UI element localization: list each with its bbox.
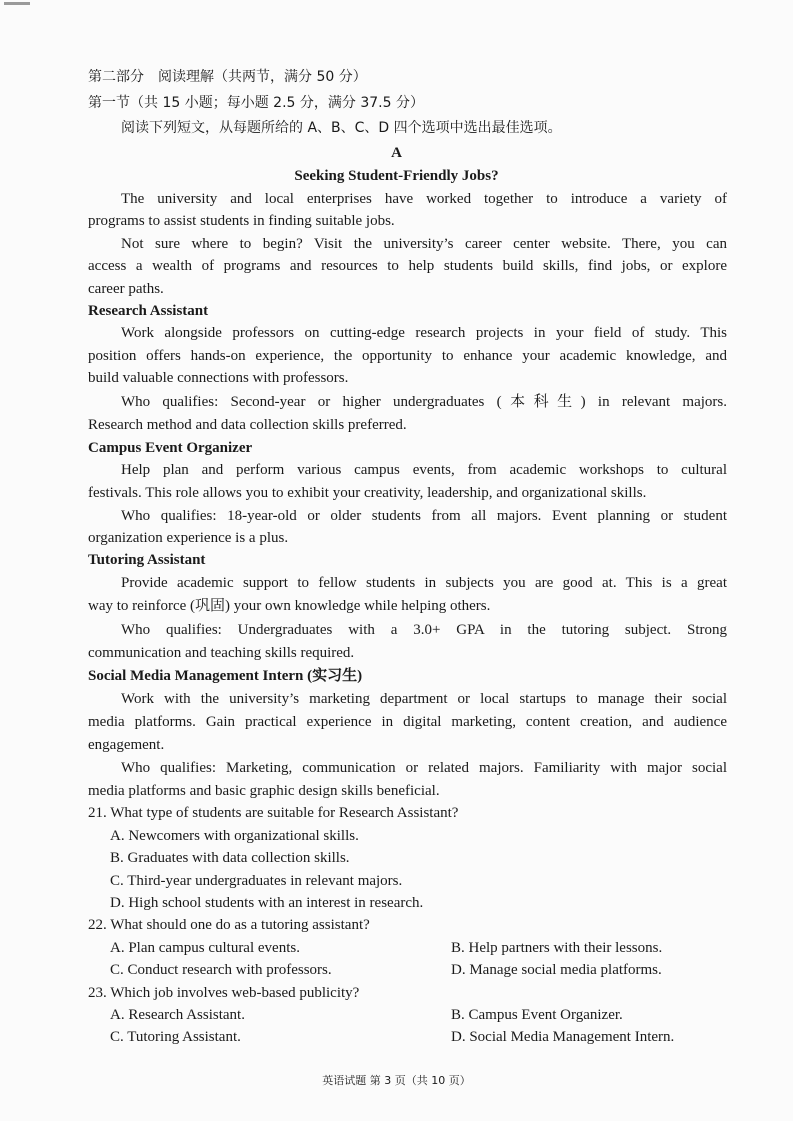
section-title: 第一节（共 15 小题；每小题 2.5 分，满分 37.5 分） bbox=[88, 95, 424, 111]
answer-option: D. Manage social media platforms. bbox=[451, 962, 662, 978]
intro-line: Not sure where to begin? Visit the university’s career center website. There, you can bbox=[121, 236, 727, 252]
job-description-line: Work with the university’s marketing department or local startups to manage their social bbox=[121, 691, 727, 707]
job-title: Social Media Management Intern (实习生) bbox=[88, 668, 363, 684]
job-qualifications-line: communication and teaching skills required. bbox=[88, 645, 355, 661]
question-stem: 21. What type of students are suitable for Research Assistant? bbox=[88, 805, 459, 821]
job-qualifications-line: Who qualifies: Marketing, communication or related majors. Familiarity with major social bbox=[121, 760, 727, 776]
answer-option: D. High school students with an interest in research. bbox=[110, 895, 424, 911]
job-qualifications-line: Research method and data collection skills preferred. bbox=[88, 417, 407, 433]
job-description-line: Work alongside professors on cutting-edge research projects in your field of study. This bbox=[121, 325, 727, 341]
part-title: 第二部分 阅读理解（共两节，满分 50 分） bbox=[88, 69, 367, 85]
answer-option: B. Campus Event Organizer. bbox=[451, 1007, 623, 1023]
intro-line: access a wealth of programs and resources to help students build skills, find jobs, or explore bbox=[88, 258, 727, 274]
answer-option: A. Newcomers with organizational skills. bbox=[110, 828, 359, 844]
intro-line: The university and local enterprises have worked together to introduce a variety of bbox=[121, 191, 727, 207]
question-stem: 23. Which job involves web-based publicity? bbox=[88, 985, 360, 1001]
scan-mark bbox=[4, 2, 30, 5]
answer-option: B. Help partners with their lessons. bbox=[451, 940, 663, 956]
passage-letter: A bbox=[391, 145, 402, 161]
page-footer: 英语试题 第 3 页（共 10 页） bbox=[322, 1074, 471, 1087]
question-stem: 22. What should one do as a tutoring assistant? bbox=[88, 917, 370, 933]
answer-option: A. Research Assistant. bbox=[110, 1007, 245, 1023]
job-description-line: position offers hands-on experience, the opportunity to enhance your academic knowledge, and bbox=[88, 348, 727, 364]
job-qualifications-line: Who qualifies: Second-year or higher undergraduates (本科生) in relevant majors. bbox=[121, 394, 727, 410]
job-description-line: engagement. bbox=[88, 737, 165, 753]
job-qualifications-line: Who qualifies: Undergraduates with a 3.0+ GPA in the tutoring subject. Strong bbox=[121, 622, 727, 638]
job-title: Campus Event Organizer bbox=[88, 440, 253, 456]
job-title: Research Assistant bbox=[88, 303, 209, 319]
answer-option: C. Conduct research with professors. bbox=[110, 962, 332, 978]
job-description-line: media platforms. Gain practical experience in digital marketing, content creation, and audience bbox=[88, 714, 727, 730]
intro-line: programs to assist students in finding suitable jobs. bbox=[88, 213, 395, 229]
job-description-line: way to reinforce (巩固) your own knowledge while helping others. bbox=[88, 598, 491, 614]
answer-option: C. Tutoring Assistant. bbox=[110, 1029, 241, 1045]
instructions: 阅读下列短文，从每题所给的 A、B、C、D 四个选项中选出最佳选项。 bbox=[121, 120, 562, 136]
job-qualifications-line: media platforms and basic graphic design skills beneficial. bbox=[88, 783, 440, 799]
passage-title: Seeking Student-Friendly Jobs? bbox=[294, 168, 499, 184]
answer-option: A. Plan campus cultural events. bbox=[110, 940, 300, 956]
job-description-line: build valuable connections with professors. bbox=[88, 370, 349, 386]
job-title: Tutoring Assistant bbox=[88, 552, 206, 568]
job-description-line: festivals. This role allows you to exhibit your creativity, leadership, and organizational skills. bbox=[88, 485, 647, 501]
job-qualifications-line: organization experience is a plus. bbox=[88, 530, 289, 546]
intro-line: career paths. bbox=[88, 281, 164, 297]
job-description-line: Help plan and perform various campus events, from academic workshops to cultural bbox=[121, 462, 727, 478]
answer-option: B. Graduates with data collection skills. bbox=[110, 850, 350, 866]
job-description-line: Provide academic support to fellow students in subjects you are good at. This is a great bbox=[121, 575, 727, 591]
answer-option: C. Third-year undergraduates in relevant majors. bbox=[110, 873, 403, 889]
answer-option: D. Social Media Management Intern. bbox=[451, 1029, 675, 1045]
job-qualifications-line: Who qualifies: 18-year-old or older students from all majors. Event planning or student bbox=[121, 508, 727, 524]
